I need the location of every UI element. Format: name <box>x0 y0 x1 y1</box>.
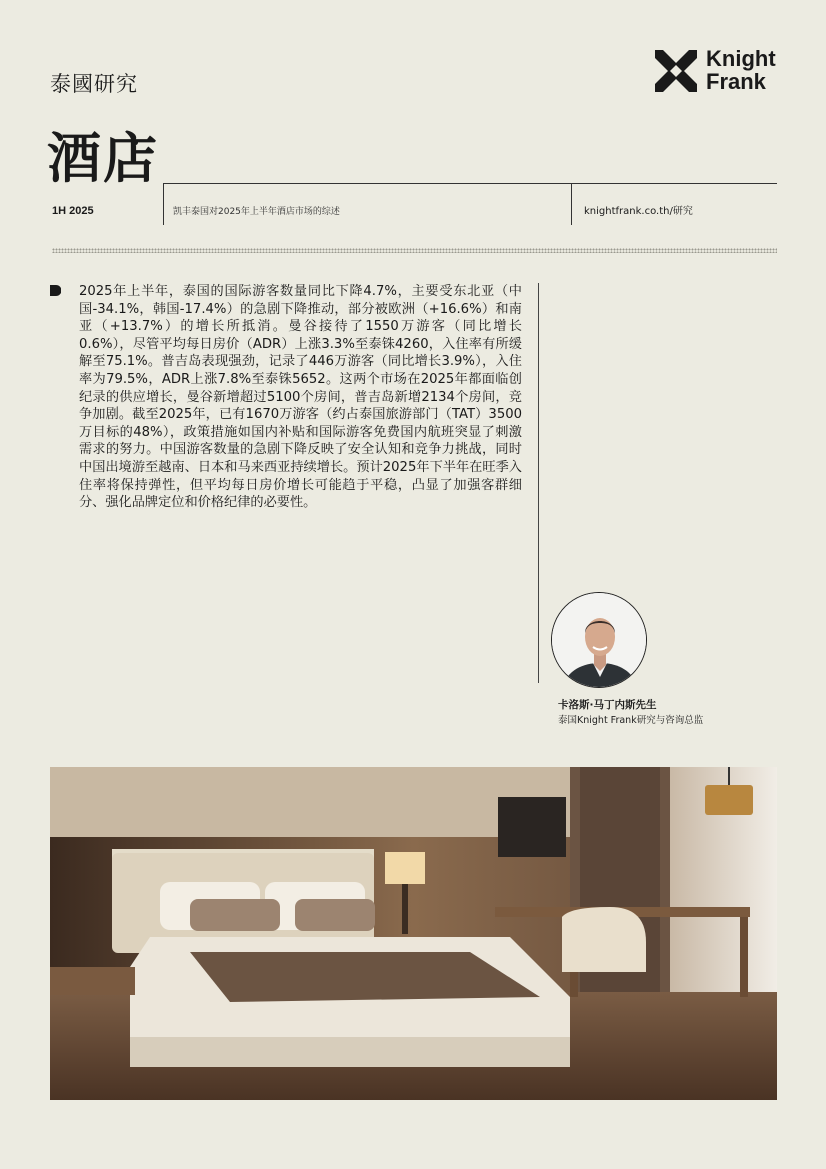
person-icon <box>552 593 647 688</box>
summary-paragraph: 2025年上半年，泰国的国际游客数量同比下降4.7%，主要受东北亚（中国-34.1%，韩国-17.4%）的急剧下降推动，部分被欧洲（+16.6%）和南亚（+13.7%）的增长所抵消。曼谷接待了1550万游客（同比增长0.6%），尽管平均每日房价（ADR）上涨3.3%至泰铢4260，入住率有所缓解至75.1%。普吉岛表现强劲，记录了446万游客（同比增长3.9%），入住率为79.5%，ADR上涨7.8%至泰铢5652。这两个市场在2025年都面临创纪录的供应增长，曼谷新增超过5100个房间，普吉岛新增2134个房间，竞争加剧。截至2025年，已有1670万游客（约占泰国旅游部门（TAT）3500万目标的48%），政策措施如国内补贴和国际游客免费国内航班突显了刺激需求的努力。中国游客数量的急剧下降反映了安全认知和竞争力挑战，同时中国出境游至越南、日本和马来西亚持续增长。预计2025年下半年在旺季入住率将保持弹性，但平均每日房价增长可能趋于平稳，凸显了加强客群细分、强化品牌定位和价格纪律的必要性。 <box>79 284 522 511</box>
page-title: 酒店 <box>47 127 159 190</box>
header-column-divider <box>571 183 572 225</box>
header-column-divider <box>163 183 164 225</box>
report-subtitle: 凯丰泰国对2025年上半年酒店市场的综述 <box>173 207 340 217</box>
author-avatar <box>551 592 647 688</box>
series-label: 泰國研究 <box>50 72 138 96</box>
author-name: 卡洛斯·马丁内斯先生 <box>558 699 657 711</box>
column-divider <box>538 283 539 683</box>
dotted-separator <box>52 248 777 253</box>
author-role: 泰国Knight Frank研究与咨询总监 <box>558 715 704 726</box>
header-divider <box>163 183 777 184</box>
report-period: 1H 2025 <box>52 205 94 217</box>
logo-wordmark: Knight Frank <box>706 46 776 94</box>
hotel-room-photo <box>50 767 777 1100</box>
website-link[interactable]: knightfrank.co.th/研究 <box>584 206 693 217</box>
bullet-icon <box>50 285 61 296</box>
